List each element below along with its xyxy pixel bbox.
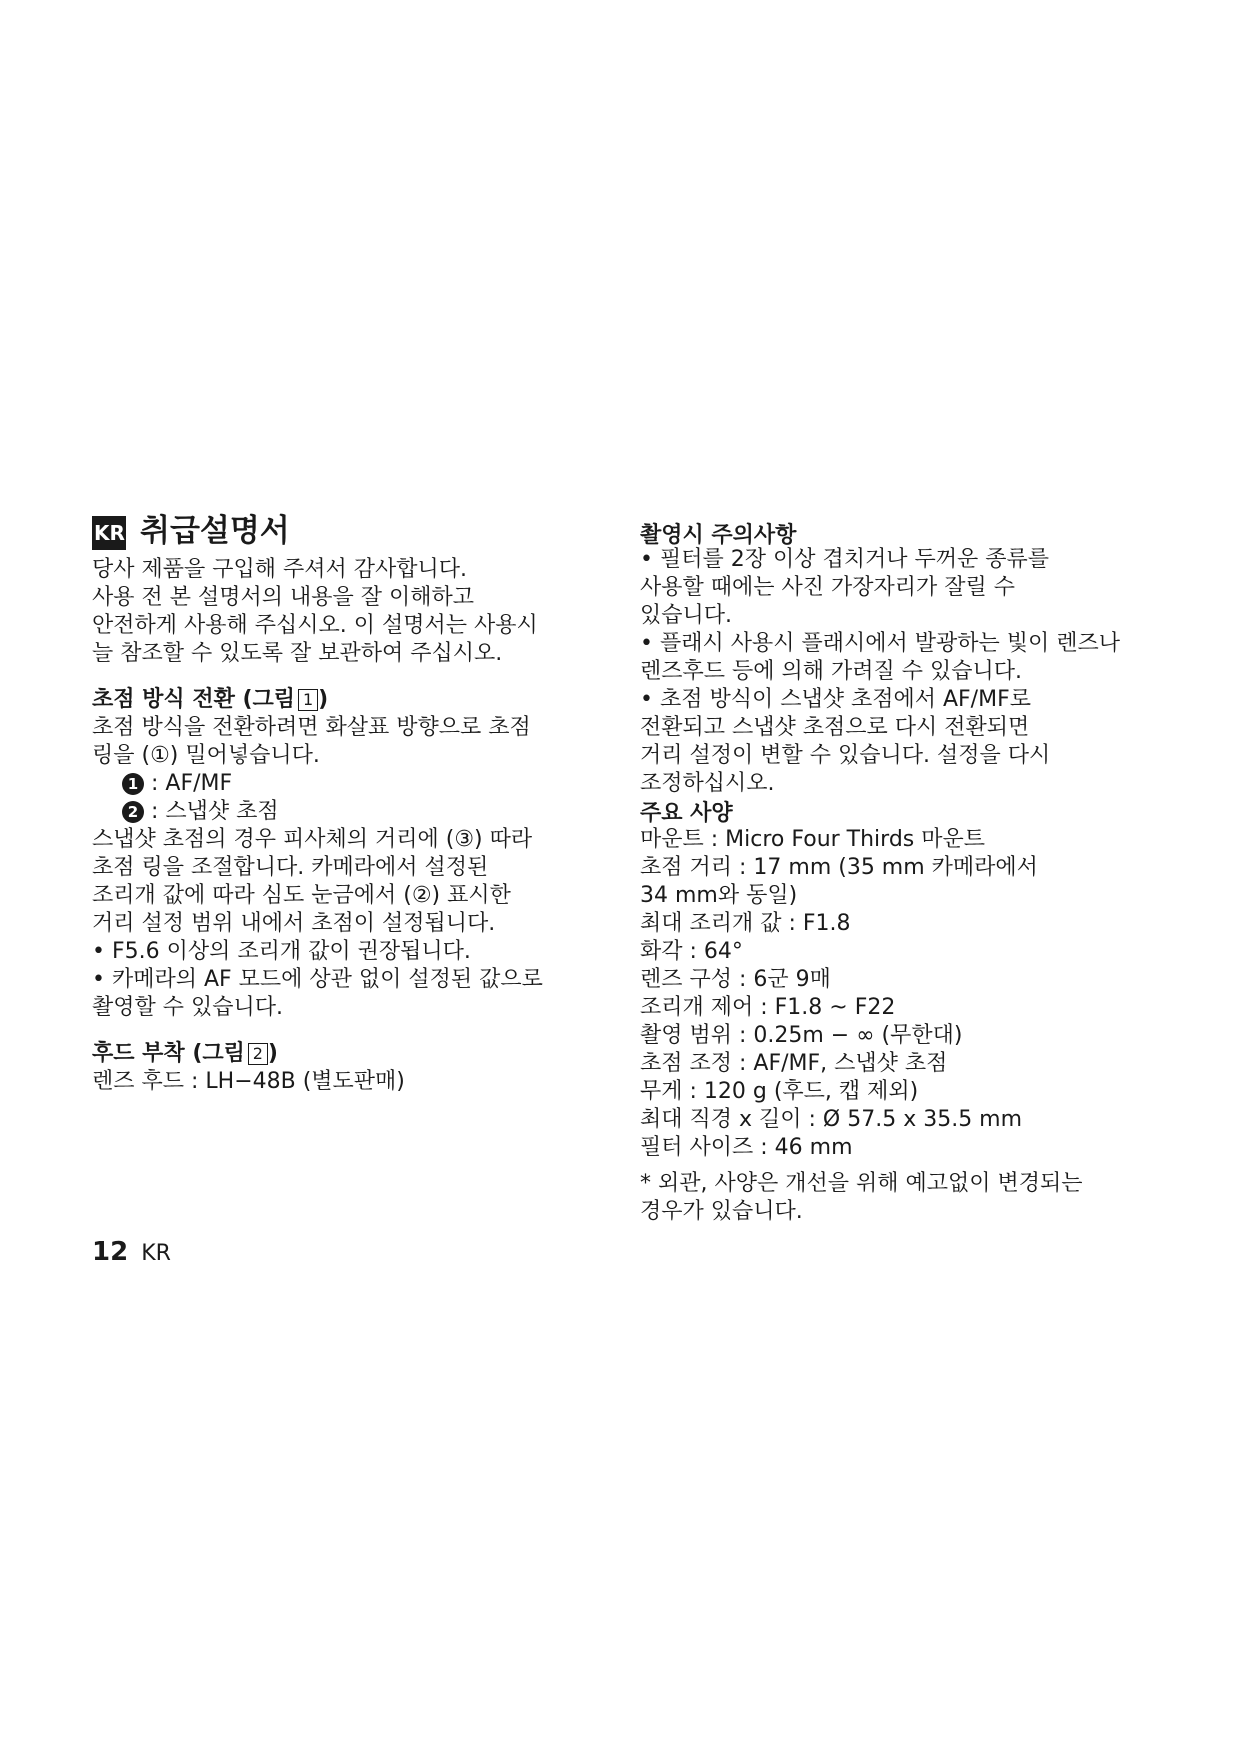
caution-line-4: • 플래시 사용시 플래시에서 발광하는 빛이 렌즈나 bbox=[640, 631, 1120, 656]
focus-heading-text: 초점 방식 전환 (그림 bbox=[92, 687, 296, 712]
page-number: 12 bbox=[92, 1237, 129, 1267]
spec-max-aperture: 최대 조리개 값 : F1.8 bbox=[640, 911, 851, 936]
spec-focal-length-cont: 34 mm와 동일) bbox=[640, 883, 798, 908]
spec-lens-construction: 렌즈 구성 : 6군 9매 bbox=[640, 967, 831, 992]
figure-number-2: 2 bbox=[248, 1043, 268, 1065]
spec-shooting-range: 촬영 범위 : 0.25m − ∞ (무한대) bbox=[640, 1023, 963, 1048]
page-footer bbox=[92, 1238, 171, 1268]
item-number-2-icon: 2 bbox=[122, 801, 144, 823]
figure-number-1: 1 bbox=[298, 689, 318, 711]
page-language: KR bbox=[141, 1241, 171, 1266]
note-line-2: 경우가 있습니다. bbox=[640, 1199, 803, 1224]
focus-section-heading bbox=[92, 686, 328, 714]
focus-line-6: 거리 설정 범위 내에서 초점이 설정됩니다. bbox=[92, 911, 496, 936]
page-title: 취급설명서 bbox=[140, 513, 290, 549]
item-text: : AF/MF bbox=[151, 771, 233, 796]
focus-item-af-mf bbox=[122, 770, 232, 798]
caution-line-8: 거리 설정이 변할 수 있습니다. 설정을 다시 bbox=[640, 743, 1051, 768]
item-text: : 스냅샷 초점 bbox=[151, 799, 279, 824]
hood-section-heading bbox=[92, 1040, 278, 1068]
focus-line-1: 초점 방식을 전환하려면 화살표 방향으로 초점 bbox=[92, 715, 531, 740]
focus-line-3: 스냅샷 초점의 경우 피사체의 거리에 (③) 따라 bbox=[92, 827, 533, 852]
item-number-1-icon: 1 bbox=[122, 773, 144, 795]
caution-line-9: 조정하십시오. bbox=[640, 771, 775, 796]
focus-item-snapshot bbox=[122, 798, 279, 826]
focus-bullet-2-cont: 촬영할 수 있습니다. bbox=[92, 995, 283, 1020]
intro-line-4: 늘 참조할 수 있도록 잘 보관하여 주십시오. bbox=[92, 641, 503, 666]
intro-line-2: 사용 전 본 설명서의 내용을 잘 이해하고 bbox=[92, 585, 474, 610]
spec-weight: 무게 : 120 g (후드, 캡 제외) bbox=[640, 1079, 919, 1104]
intro-line-1: 당사 제품을 구입해 주셔서 감사합니다. bbox=[92, 557, 467, 582]
focus-bullet-1: • F5.6 이상의 조리개 값이 권장됩니다. bbox=[92, 939, 471, 964]
caution-heading: 촬영시 주의사항 bbox=[640, 523, 797, 548]
caution-line-3: 있습니다. bbox=[640, 603, 733, 628]
intro-line-3: 안전하게 사용해 주십시오. 이 설명서는 사용시 bbox=[92, 613, 538, 638]
hood-line: 렌즈 후드 : LH−48B (별도판매) bbox=[92, 1069, 405, 1094]
focus-bullet-2: • 카메라의 AF 모드에 상관 없이 설정된 값으로 bbox=[92, 967, 543, 992]
focus-line-2: 링을 (①) 밀어넣습니다. bbox=[92, 743, 320, 768]
spec-mount: 마운트 : Micro Four Thirds 마운트 bbox=[640, 827, 985, 852]
caution-line-7: 전환되고 스냅샷 초점으로 다시 전환되면 bbox=[640, 715, 1030, 740]
caution-line-1: • 필터를 2장 이상 겹치거나 두꺼운 종류를 bbox=[640, 547, 1049, 572]
spec-dimensions: 최대 직경 x 길이 : Ø 57.5 x 35.5 mm bbox=[640, 1107, 1023, 1132]
note-line-1: * 외관, 사양은 개선을 위해 예고없이 변경되는 bbox=[640, 1171, 1083, 1196]
spec-angle-of-view: 화각 : 64° bbox=[640, 939, 743, 964]
language-badge: KR bbox=[92, 516, 126, 550]
specs-heading: 주요 사양 bbox=[640, 801, 733, 826]
spec-focal-length: 초점 거리 : 17 mm (35 mm 카메라에서 bbox=[640, 855, 1038, 880]
focus-heading-close: ) bbox=[318, 687, 329, 712]
hood-heading-text: 후드 부착 (그림 bbox=[92, 1041, 245, 1066]
caution-line-2: 사용할 때에는 사진 가장자리가 잘릴 수 bbox=[640, 575, 1015, 600]
focus-line-4: 초점 링을 조절합니다. 카메라에서 설정된 bbox=[92, 855, 489, 880]
focus-line-5: 조리개 값에 따라 심도 눈금에서 (②) 표시한 bbox=[92, 883, 511, 908]
caution-line-5: 렌즈후드 등에 의해 가려질 수 있습니다. bbox=[640, 659, 1022, 684]
spec-focus-adjust: 초점 조정 : AF/MF, 스냅샷 초점 bbox=[640, 1051, 948, 1076]
caution-line-6: • 초점 방식이 스냅샷 초점에서 AF/MF로 bbox=[640, 687, 1031, 712]
hood-heading-close: ) bbox=[267, 1041, 278, 1066]
spec-filter-size: 필터 사이즈 : 46 mm bbox=[640, 1135, 853, 1160]
spec-aperture-control: 조리개 제어 : F1.8 ~ F22 bbox=[640, 995, 896, 1020]
